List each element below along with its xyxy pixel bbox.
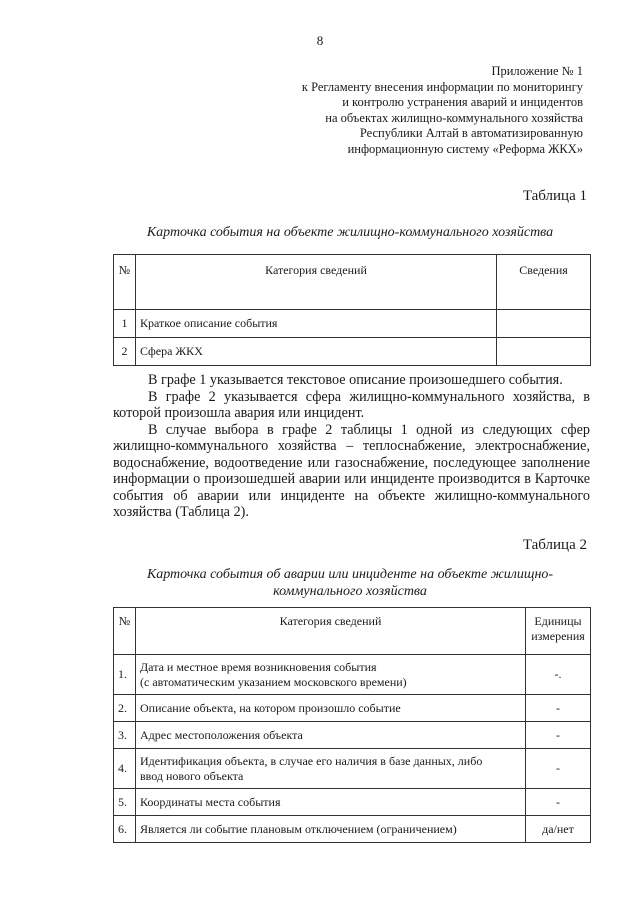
row-number: 3. <box>114 722 136 749</box>
row-number: 5. <box>114 789 136 816</box>
table1-header-row <box>114 255 591 310</box>
row-category <box>136 816 526 843</box>
row-unit: - <box>526 789 591 816</box>
appendix-line: на объектах жилищно-коммунального хозяйства <box>325 110 583 125</box>
table-row <box>114 722 591 749</box>
body-text <box>113 372 590 521</box>
row-category-line: Адрес местоположения объекта <box>140 727 303 742</box>
row-category <box>136 789 526 816</box>
table2-label: Таблица 2 <box>522 537 587 553</box>
table2-header-row <box>114 608 591 655</box>
row-category: Сфера ЖКХ <box>136 338 497 366</box>
row-unit: - <box>526 722 591 749</box>
table-row <box>114 655 591 695</box>
appendix-line: к Регламенту внесения информации по мониторингу <box>301 79 583 94</box>
row-category <box>136 722 526 749</box>
row-category <box>136 749 526 789</box>
table1-label: Таблица 1 <box>522 188 587 204</box>
row-number: 2 <box>114 338 136 366</box>
row-number: 4. <box>114 749 136 789</box>
table-row <box>114 338 591 366</box>
row-category: Краткое описание события <box>136 310 497 338</box>
appendix-line: информационную систему «Реформа ЖКХ» <box>347 141 583 156</box>
table-row <box>114 816 591 843</box>
paragraph: В графе 2 указывается сфера жилищно-коммунального хозяйства, в которой произошла авария или инцидент. <box>113 388 590 421</box>
row-number: 6. <box>114 816 136 843</box>
row-unit: да/нет <box>526 816 591 843</box>
paragraph: В случае выбора в графе 2 таблицы 1 одной из следующих сфер жилищно-коммунального хозяйства – теплоснабжение, электроснабжение, водоснабжение, водоотведение или газоснабжение, последующее заполнение информации о произошедшей аварии или инциденте производится в Карточке события об аварии или инциденте на объекте жилищно-коммунального хозяйства (Таблица 2). <box>113 421 590 520</box>
row-number: 2. <box>114 695 136 722</box>
table2-header-num: № <box>114 608 136 655</box>
row-unit: - <box>526 695 591 722</box>
row-category-line: ввод нового объекта <box>140 768 244 783</box>
table2-header-category: Категория сведений <box>136 608 526 655</box>
table2-caption <box>110 566 590 600</box>
appendix-header <box>243 64 583 157</box>
row-value <box>497 310 591 338</box>
table-row <box>114 749 591 789</box>
table2-header-unit: Единицы измерения <box>526 608 591 655</box>
row-category-line: Является ли событие плановым отключением (ограничением) <box>140 821 457 836</box>
paragraph: В графе 1 указывается текстовое описание произошедшего события. <box>148 372 563 388</box>
row-category <box>136 695 526 722</box>
table2-caption-line: коммунального хозяйства <box>273 584 427 599</box>
row-value <box>497 338 591 366</box>
table1-header-category: Категория сведений <box>136 255 497 310</box>
row-unit: -. <box>526 655 591 695</box>
table-row <box>114 789 591 816</box>
row-category-line: Идентификация объекта, в случае его наличия в базе данных, либо <box>140 753 483 768</box>
table2-caption-line: Карточка события об аварии или инциденте на объекте жилищно- <box>146 567 554 582</box>
appendix-line: Республики Алтай в автоматизированную <box>359 126 583 140</box>
table1-header-num: № <box>114 255 136 310</box>
table-row <box>114 695 591 722</box>
row-category <box>136 655 526 695</box>
page-number: 8 <box>316 33 324 48</box>
row-number: 1. <box>114 655 136 695</box>
table1-header-value: Сведения <box>497 255 591 310</box>
row-number: 1 <box>114 310 136 338</box>
row-category-line: (с автоматическим указанием московского времени) <box>140 674 407 689</box>
row-category-line: Координаты места события <box>140 794 281 809</box>
table1-caption: Карточка события на объекте жилищно-коммунального хозяйства <box>146 225 554 240</box>
table1 <box>113 254 591 366</box>
table2 <box>113 607 591 843</box>
row-unit: - <box>526 749 591 789</box>
row-category-line: Дата и местное время возникновения события <box>140 659 377 674</box>
row-category-line: Описание объекта, на котором произошло событие <box>140 700 401 715</box>
appendix-line: Приложение № 1 <box>491 64 583 78</box>
appendix-line: и контролю устранения аварий и инцидентов <box>342 95 583 109</box>
table-row <box>114 310 591 338</box>
